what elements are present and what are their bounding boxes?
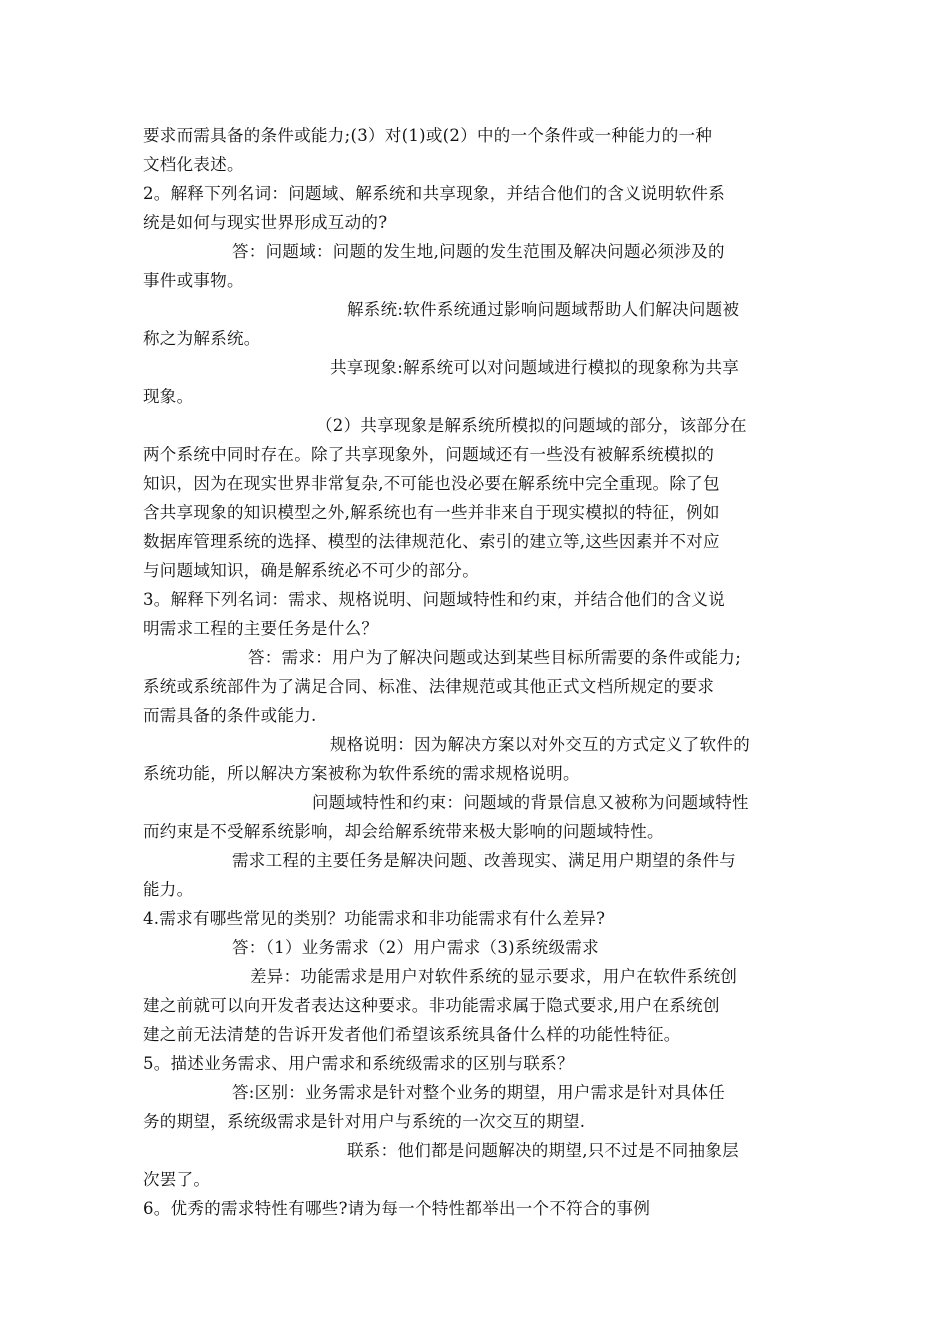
question-4-line: 4.需求有哪些常见的类别？功能需求和非功能需求有什么差异?: [143, 909, 606, 928]
text-line: 称之为解系统。: [143, 329, 261, 348]
text-line: 需求工程的主要任务是解决问题、改善现实、满足用户期望的条件与: [232, 851, 736, 870]
text-line: 文档化表述。: [143, 155, 244, 174]
text-line: 事件或事物。: [143, 271, 244, 290]
text-line: 规格说明：因为解决方案以对外交互的方式定义了软件的: [330, 735, 750, 754]
answer-line: 答：需求：用户为了解决问题或达到某些目标所需要的条件或能力;: [248, 648, 742, 667]
text-line: 统是如何与现实世界形成互动的?: [143, 213, 388, 232]
text-line: 与问题域知识，确是解系统必不可少的部分。: [143, 561, 479, 580]
answer-line: 答：问题域：问题的发生地,问题的发生范围及解决问题必须涉及的: [232, 242, 725, 261]
text-line: 含共享现象的知识模型之外,解系统也有一些并非来自于现实模拟的特征，例如: [143, 503, 720, 522]
text-line: 务的期望，系统级需求是针对用户与系统的一次交互的期望.: [143, 1112, 586, 1131]
text-line: 解系统:软件系统通过影响问题域帮助人们解决问题被: [347, 300, 740, 319]
text-line: 联系：他们都是问题解决的期望,只不过是不同抽象层: [347, 1141, 739, 1160]
question-3-line: 3。解释下列名词：需求、规格说明、问题域特性和约束，并结合他们的含义说: [143, 590, 725, 609]
text-line: 问题域特性和约束：问题域的背景信息又被称为问题域特性: [312, 793, 749, 812]
text-line: 建之前就可以向开发者表达这种要求。非功能需求属于隐式要求,用户在系统创: [143, 996, 720, 1015]
text-line: 而需具备的条件或能力.: [143, 706, 317, 725]
text-line: 建之前无法清楚的告诉开发者他们希望该系统具备什么样的功能性特征。: [143, 1025, 681, 1044]
question-6-line: 6。优秀的需求特性有哪些?请为每一个特性都举出一个不符合的事例: [143, 1199, 651, 1218]
text-line: 明需求工程的主要任务是什么？: [143, 619, 379, 638]
answer-line: 答:区别：业务需求是针对整个业务的期望，用户需求是针对具体任: [232, 1083, 726, 1102]
text-line: （2）共享现象是解系统所模拟的问题域的部分，该部分在: [316, 416, 747, 435]
text-line: 现象。: [143, 387, 194, 406]
text-line: 次罢了。: [143, 1170, 211, 1189]
text-line: 系统功能，所以解决方案被称为软件系统的需求规格说明。: [143, 764, 580, 783]
text-line: 知识，因为在现实世界非常复杂,不可能也没必要在解系统中完全重现。除了包: [143, 474, 720, 493]
text-line: 能力。: [143, 880, 194, 899]
text-line: 系统或系统部件为了满足合同、标准、法律规范或其他正式文档所规定的要求: [143, 677, 715, 696]
text-line: 两个系统中同时存在。除了共享现象外，问题域还有一些没有被解系统模拟的: [143, 445, 715, 464]
text-line: 要求而需具备的条件或能力;(3）对(1)或(2）中的一个条件或一种能力的一种: [143, 126, 713, 145]
text-line: 共享现象:解系统可以对问题域进行模拟的现象称为共享: [330, 358, 740, 377]
question-2-line: 2。解释下列名词：问题域、解系统和共享现象，并结合他们的含义说明软件系: [143, 184, 725, 203]
text-line: 数据库管理系统的选择、模型的法律规范化、索引的建立等,这些因素并不对应: [143, 532, 720, 551]
text-line: 差异：功能需求是用户对软件系统的显示要求，用户在软件系统创: [250, 967, 738, 986]
question-5-line: 5。描述业务需求、用户需求和系统级需求的区别与联系？: [143, 1054, 574, 1073]
answer-line: 答：（1）业务需求（2）用户需求（3)系统级需求: [232, 938, 599, 957]
text-line: 而约束是不受解系统影响，却会给解系统带来极大影响的问题域特性。: [143, 822, 664, 841]
